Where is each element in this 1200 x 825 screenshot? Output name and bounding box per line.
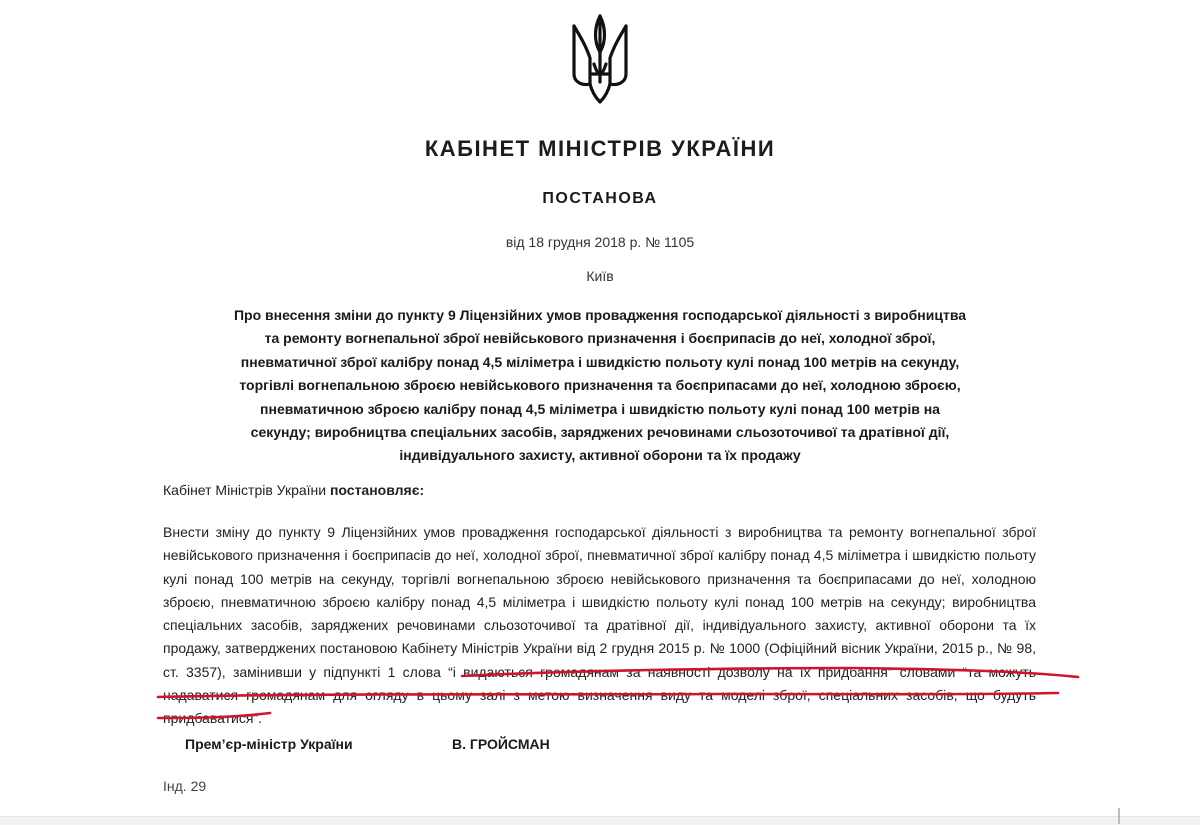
tryzub-coat-of-arms-icon (568, 12, 632, 104)
signatory-position: Прем’єр-міністр України (185, 736, 353, 752)
document-type-heading: ПОСТАНОВА (542, 190, 658, 207)
organization-heading: КАБІНЕТ МІНІСТРІВ УКРАЇНИ (424, 136, 776, 161)
document-date-number: від 18 грудня 2018 р. № 1105 (505, 234, 695, 250)
document-city: Київ (586, 268, 614, 284)
preamble (163, 482, 424, 498)
document-title: Про внесення зміни до пункту 9 Ліцензійних умов провадження господарської діяльності з виробництва та ремонту вогнепальної зброї невійськового призначення і боєприпасів до неї, холодної зброї, пневматичної зброї калібру понад 4,5 міліметра і швидкістю польоту кулі понад 100 метрів на секунду, торгівлі вогнепальною зброєю невійськового призначення та боєприпасами до неї, холодною зброєю, пневматичною зброєю калібру понад 4,5 міліметра і швидкістю польоту кулі понад 100 метрів на секунду; виробництва спеціальних засобів, заряджених речовинами сльозоточивої та дратівної дії, індивідуального захисту, активної оборони та їх продажу (233, 307, 967, 464)
scrollbar-divider (1118, 808, 1120, 824)
signatory-name: В. ГРОЙСМАН (452, 736, 550, 752)
document-index: Інд. 29 (163, 778, 207, 794)
resolution-body: Внести зміну до пункту 9 Ліцензійних умов провадження господарської діяльності з виробництва та ремонту вогнепальної зброї невійськового призначення і боєприпасів до неї, холодної зброї, пневматичної зброї калібру понад 4,5 міліметра і швидкістю польоту кулі понад 100 метрів на секунду, торгівлі вогнепальною зброєю невійськового призначення та боєприпасами до неї, холодною зброєю, пневматичною зброєю калібру понад 4,5 міліметра і швидкістю польоту кулі понад 100 метрів на секунду; виробництва спеціальних засобів, заряджених речовинами сльозоточивої та дратівної дії, індивідуального захисту, активної оборони та їх продажу, затверджених постановою Кабінету Міністрів України від 2 грудня 2015 р. № 1000 (Офіційний вісник України, 2015 р., № 98, ст. 3357), замінивши у підпункті 1 слова “і видаються громадянам за наявності дозволу на їх придбання” словами “та можуть надаватися громадянам для огляду в цьому залі з метою визначення виду та моделі зброї, спеціальних засобів, що будуть придбаватися”. (163, 524, 1036, 727)
preamble-subject: Кабінет Міністрів України (163, 482, 327, 498)
preamble-verb: постановляє: (329, 482, 425, 498)
